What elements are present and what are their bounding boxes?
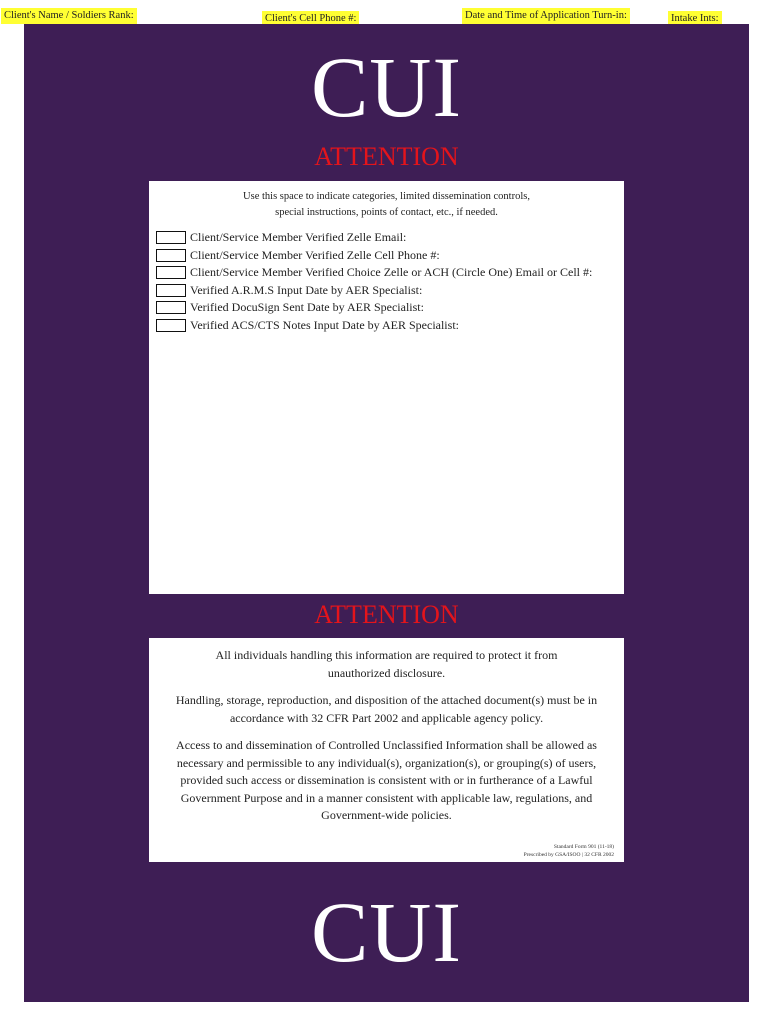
intake-initials-field[interactable]: Intake Ints:	[668, 11, 722, 27]
form-number: Standard Form 901 (11-18)	[553, 844, 614, 850]
checklist-item	[156, 229, 624, 247]
form-prescriber: Prescribed by GSA/ISOO | 32 CFR 2002	[523, 852, 614, 858]
checklist-item	[156, 299, 624, 317]
client-cell-phone-field[interactable]: Client's Cell Phone #:	[262, 11, 359, 27]
attention-heading-bottom: ATTENTION	[314, 600, 459, 629]
checklist-item	[156, 247, 624, 265]
attention-heading-top: ATTENTION	[314, 142, 459, 171]
checklist-item	[156, 264, 624, 282]
checklist-item-label: Verified ACS/CTS Notes Input Date by AER Specialist:	[190, 317, 459, 332]
notice-access-paragraph: Access to and dissemination of Controlled Unclassified Information shall be allowed as necessary and permissible to any individual(s), organization(s), or grouping(s) of users, provided such access or dissemination is consistent with or in furtherance of a Lawful Government Purpose and in a manner consistent with applicable law, regulations, and Government-wide policies.	[176, 738, 597, 822]
checklist-item-label: Verified DocuSign Sent Date by AER Specialist:	[190, 300, 424, 315]
verification-checklist	[149, 229, 624, 334]
checkbox[interactable]	[156, 266, 186, 279]
instructions-line-1: Use this space to indicate categories, limited dissemination controls,	[243, 191, 530, 202]
checklist-item	[156, 317, 624, 335]
checkbox[interactable]	[156, 284, 186, 297]
cui-cover-sheet	[24, 24, 749, 1002]
notice-box	[149, 638, 624, 862]
instructions-box	[149, 181, 624, 594]
notice-handling-paragraph: Handling, storage, reproduction, and disposition of the attached document(s) must be in accordance with 32 CFR Part 2002 and applicable agency policy.	[175, 693, 598, 725]
cui-banner-bottom: CUI	[310, 884, 463, 980]
checklist-item-label: Client/Service Member Verified Zelle Email:	[190, 230, 407, 245]
checkbox[interactable]	[156, 301, 186, 314]
notice-protect-paragraph: All individuals handling this information are required to protect it from unauthorized disclosure.	[215, 648, 558, 680]
checklist-item-label: Client/Service Member Verified Zelle Cell Phone #:	[190, 247, 440, 262]
checkbox[interactable]	[156, 231, 186, 244]
checkbox[interactable]	[156, 249, 186, 262]
form-footer	[524, 843, 614, 859]
instructions-text	[149, 189, 624, 221]
checklist-item	[156, 282, 624, 300]
checklist-item-label: Verified A.R.M.S Input Date by AER Specialist:	[190, 282, 423, 297]
checkbox[interactable]	[156, 319, 186, 332]
client-name-field[interactable]: Client's Name / Soldiers Rank:	[1, 8, 137, 24]
instructions-line-2: special instructions, points of contact, etc., if needed.	[275, 207, 498, 218]
application-date-time-field[interactable]: Date and Time of Application Turn-in:	[462, 8, 630, 24]
checklist-item-label: Client/Service Member Verified Choice Zelle or ACH (Circle One) Email or Cell #:	[190, 265, 593, 280]
cui-banner-top: CUI	[310, 39, 463, 135]
